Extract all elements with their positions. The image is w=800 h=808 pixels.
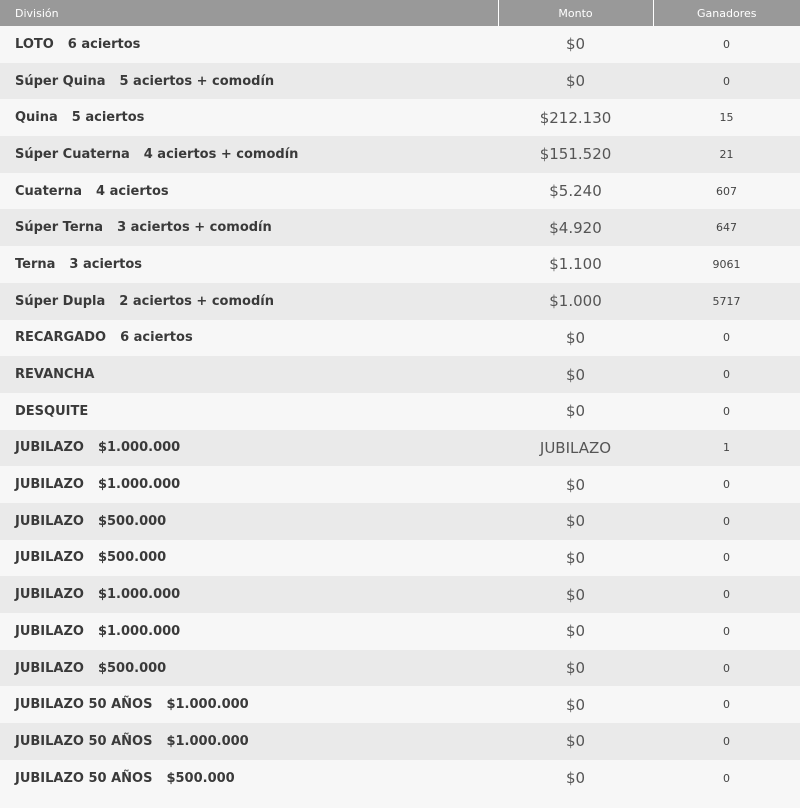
division-cell xyxy=(0,356,498,393)
division-name: Súper Dupla xyxy=(15,293,106,309)
division-name: LOTO xyxy=(15,36,54,52)
division-cell xyxy=(0,320,498,357)
monto-cell: $0 xyxy=(498,393,653,430)
division-detail: 5 aciertos xyxy=(71,110,145,126)
division-name: JUBILAZO xyxy=(15,550,84,566)
ganadores-cell: 647 xyxy=(653,209,800,246)
division-detail: 3 aciertos + comodín xyxy=(117,220,272,236)
ganadores-cell: 5717 xyxy=(653,283,800,320)
monto-cell: $151.520 xyxy=(498,136,653,173)
division-cell xyxy=(0,173,498,210)
table-header-row xyxy=(0,0,800,26)
monto-cell: $0 xyxy=(498,723,653,760)
division-detail: 3 aciertos xyxy=(69,256,143,272)
monto-cell: $0 xyxy=(498,26,653,63)
table-row xyxy=(0,430,800,467)
ganadores-cell: 0 xyxy=(653,723,800,760)
division-name: RECARGADO xyxy=(15,330,107,346)
monto-cell: $0 xyxy=(498,576,653,613)
division-cell xyxy=(0,246,498,283)
table-row xyxy=(0,246,800,283)
table-row xyxy=(0,540,800,577)
monto-cell: $0 xyxy=(498,63,653,100)
division-name: JUBILAZO xyxy=(15,440,84,456)
monto-cell: $0 xyxy=(498,320,653,357)
table-row xyxy=(0,356,800,393)
division-cell xyxy=(0,283,498,320)
ganadores-cell: 0 xyxy=(653,356,800,393)
division-detail: $500.000 xyxy=(166,770,235,786)
division-detail: $500.000 xyxy=(97,513,167,529)
division-detail: 2 aciertos + comodín xyxy=(119,293,274,309)
division-name: JUBILAZO xyxy=(15,477,84,493)
division-cell xyxy=(0,503,498,540)
header-ganadores: Ganadores xyxy=(653,0,800,26)
monto-cell: $4.920 xyxy=(498,209,653,246)
monto-cell: $0 xyxy=(498,503,653,540)
monto-cell: $0 xyxy=(498,613,653,650)
ganadores-cell: 0 xyxy=(653,393,800,430)
table-row xyxy=(0,136,800,173)
monto-cell: $0 xyxy=(498,356,653,393)
table-row xyxy=(0,686,800,723)
monto-cell: $0 xyxy=(498,466,653,503)
division-name: JUBILAZO xyxy=(15,660,84,676)
table-row xyxy=(0,209,800,246)
division-name: Quina xyxy=(15,110,58,126)
division-name: Cuaterna xyxy=(15,183,83,199)
ganadores-cell: 0 xyxy=(653,686,800,723)
division-cell xyxy=(0,686,498,723)
division-detail: $1.000.000 xyxy=(97,477,181,493)
division-name: JUBILAZO 50 AÑOS xyxy=(15,697,153,713)
header-monto: Monto xyxy=(498,0,653,26)
monto-cell: JUBILAZO xyxy=(498,430,653,467)
division-detail: 4 aciertos xyxy=(96,183,169,199)
division-detail: $1.000.000 xyxy=(97,440,181,456)
division-name: Súper Terna xyxy=(15,220,104,236)
table-row xyxy=(0,283,800,320)
ganadores-cell: 0 xyxy=(653,540,800,577)
division-name: REVANCHA xyxy=(15,367,95,383)
division-name: JUBILAZO xyxy=(15,513,84,529)
ganadores-cell: 1 xyxy=(653,430,800,467)
division-cell xyxy=(0,576,498,613)
division-detail: 5 aciertos + comodín xyxy=(119,73,275,89)
division-detail: 6 aciertos xyxy=(120,330,193,346)
table-row xyxy=(0,63,800,100)
ganadores-cell: 15 xyxy=(653,99,800,136)
division-name: Terna xyxy=(15,256,56,272)
division-cell xyxy=(0,26,498,63)
division-cell xyxy=(0,430,498,467)
table-row xyxy=(0,503,800,540)
division-cell xyxy=(0,209,498,246)
division-cell xyxy=(0,540,498,577)
ganadores-cell: 0 xyxy=(653,576,800,613)
division-cell xyxy=(0,393,498,430)
division-name: JUBILAZO 50 AÑOS xyxy=(15,733,153,749)
ganadores-cell: 9061 xyxy=(653,246,800,283)
division-detail: $500.000 xyxy=(97,660,167,676)
division-detail: 6 aciertos xyxy=(67,36,141,52)
division-name: Súper Quina xyxy=(15,73,106,89)
division-detail: $1.000.000 xyxy=(166,697,249,713)
division-cell xyxy=(0,650,498,687)
table-row xyxy=(0,26,800,63)
division-name: JUBILAZO 50 AÑOS xyxy=(15,770,153,786)
ganadores-cell: 0 xyxy=(653,760,800,797)
division-cell xyxy=(0,63,498,100)
monto-cell: $1.100 xyxy=(498,246,653,283)
division-detail: $1.000.000 xyxy=(97,623,181,639)
table-row xyxy=(0,613,800,650)
division-name: Súper Cuaterna xyxy=(15,146,130,162)
monto-cell: $1.000 xyxy=(498,283,653,320)
ganadores-cell: 0 xyxy=(653,63,800,100)
monto-cell: $0 xyxy=(498,760,653,797)
division-cell xyxy=(0,613,498,650)
monto-cell: $5.240 xyxy=(498,173,653,210)
table-row xyxy=(0,760,800,797)
division-cell xyxy=(0,136,498,173)
division-name: JUBILAZO xyxy=(15,623,84,639)
monto-cell: $0 xyxy=(498,540,653,577)
ganadores-cell: 0 xyxy=(653,613,800,650)
division-detail: $1.000.000 xyxy=(97,587,181,603)
division-detail: 4 aciertos + comodín xyxy=(143,146,299,162)
monto-cell: $0 xyxy=(498,686,653,723)
ganadores-cell: 21 xyxy=(653,136,800,173)
division-name: DESQUITE xyxy=(15,403,89,419)
ganadores-cell: 0 xyxy=(653,650,800,687)
division-cell xyxy=(0,760,498,797)
table-row xyxy=(0,650,800,687)
ganadores-cell: 0 xyxy=(653,26,800,63)
ganadores-cell: 0 xyxy=(653,503,800,540)
header-division: División xyxy=(0,0,498,26)
division-detail: $1.000.000 xyxy=(166,733,249,749)
division-cell xyxy=(0,466,498,503)
table-row xyxy=(0,466,800,503)
table-row xyxy=(0,320,800,357)
monto-cell: $0 xyxy=(498,650,653,687)
division-name: JUBILAZO xyxy=(15,587,84,603)
table-row xyxy=(0,393,800,430)
ganadores-cell: 0 xyxy=(653,466,800,503)
ganadores-cell: 607 xyxy=(653,173,800,210)
table-row xyxy=(0,576,800,613)
table-row xyxy=(0,173,800,210)
table-row xyxy=(0,723,800,760)
division-cell xyxy=(0,99,498,136)
division-detail: $500.000 xyxy=(97,550,167,566)
monto-cell: $212.130 xyxy=(498,99,653,136)
table-row xyxy=(0,99,800,136)
division-cell xyxy=(0,723,498,760)
ganadores-cell: 0 xyxy=(653,320,800,357)
